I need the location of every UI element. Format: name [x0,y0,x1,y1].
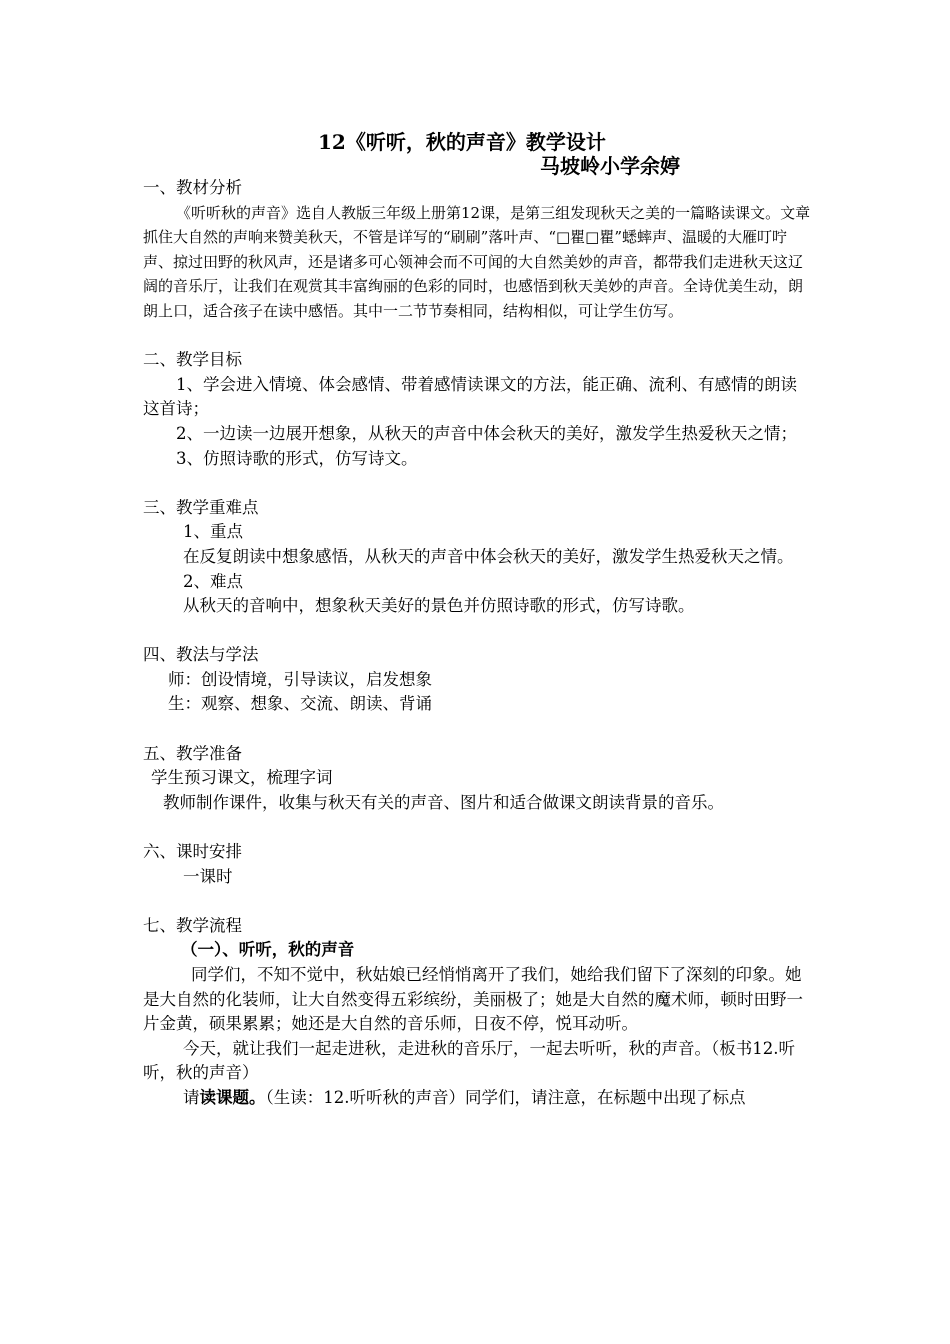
difficulty-text: 从秋天的音响中，想象秋天美好的景色并仿照诗歌的形式，仿写诗歌。 [183,596,695,616]
subsection-1-heading: （一）、听听，秋的声音 [181,940,355,960]
document-body [143,176,813,1111]
flow-p3-pre: 请 [183,1087,200,1107]
student-preparation: 学生预习课文，梳理字词 [151,768,333,788]
flow-p3-bold: 读课题。 [199,1087,266,1107]
key-point-label: 1、重点 [183,522,243,542]
document-title: 12《听听，秋的声音》教学设计 [318,130,606,154]
objective-2: 2、一边读一边展开想象，从秋天的声音中体会秋天的美好，激发学生热爱秋天之情； [176,423,797,443]
flow-paragraph-3 [143,1086,813,1111]
document-author: 马坡岭小学余婷 [540,154,680,178]
difficulty-label: 2、难点 [183,571,243,591]
section-3-heading: 三、教学重难点 [143,497,259,517]
section-4-heading: 四、教法与学法 [143,645,259,665]
flow-paragraph-2: 今天，就让我们一起走进秋，走进秋的音乐厅，一起去听听，秋的声音。（板书12.听听，秋的声音） [143,1038,795,1083]
class-hours: 一课时 [183,866,233,886]
section-6-heading: 六、课时安排 [143,842,242,862]
flow-paragraph-1: 同学们，不知不觉中，秋姑娘已经悄悄离开了我们，她给我们留下了深刻的印象。她是大自然的化装师，让大自然变得五彩缤纷，美丽极了；她是大自然的魔术师，顿时田野一片金黄，硕果累累；她还是大自然的音乐师，日夜不停，悦耳动听。 [143,965,803,1034]
section-2-heading: 二、教学目标 [143,350,242,370]
teacher-preparation: 教师制作课件，收集与秋天有关的声音、图片和适合做课文朗读背景的音乐。 [163,792,724,812]
teaching-method: 师：创设情境，引导读议，启发想象 [168,669,432,689]
objective-1: 1、学会进入情境、体会感情、带着感情读课文的方法，能正确、流利、有感情的朗读这首诗； [143,374,797,419]
learning-method: 生：观察、想象、交流、朗读、背诵 [168,694,432,714]
flow-p3-post: （生读：12.听听秋的声音）同学们，请注意，在标题中出现了标点 [265,1087,746,1107]
key-point-text: 在反复朗读中想象感悟，从秋天的声音中体会秋天的美好，激发学生热爱秋天之情。 [183,546,794,566]
section-5-heading: 五、教学准备 [143,743,242,763]
section-7-heading: 七、教学流程 [143,915,242,935]
section-1-paragraph: 《听听秋的声音》选自人教版三年级上册第12课，是第三组发现秋天之美的一篇略读课文。文章抓住大自然的声响来赞美秋天，不管是详写的“刷刷”落叶声、“□瞿□瞿”蟋蟀声、温暖的大雁叮咛声、掠过田野的秋风声，还是诸多可心领神会而不可闻的大自然美妙的声音，都带我们走进秋天这辽阔的音乐厅，让我们在观赏其丰富绚丽的色彩的同时，也感悟到秋天美妙的声音。全诗优美生动，朗朗上口，适合孩子在读中感悟。其中一二节节奏相同，结构相似，可让学生仿写。 [143,203,811,320]
objective-3: 3、仿照诗歌的形式，仿写诗文。 [176,448,418,468]
section-1-heading: 一、教材分析 [143,178,242,197]
